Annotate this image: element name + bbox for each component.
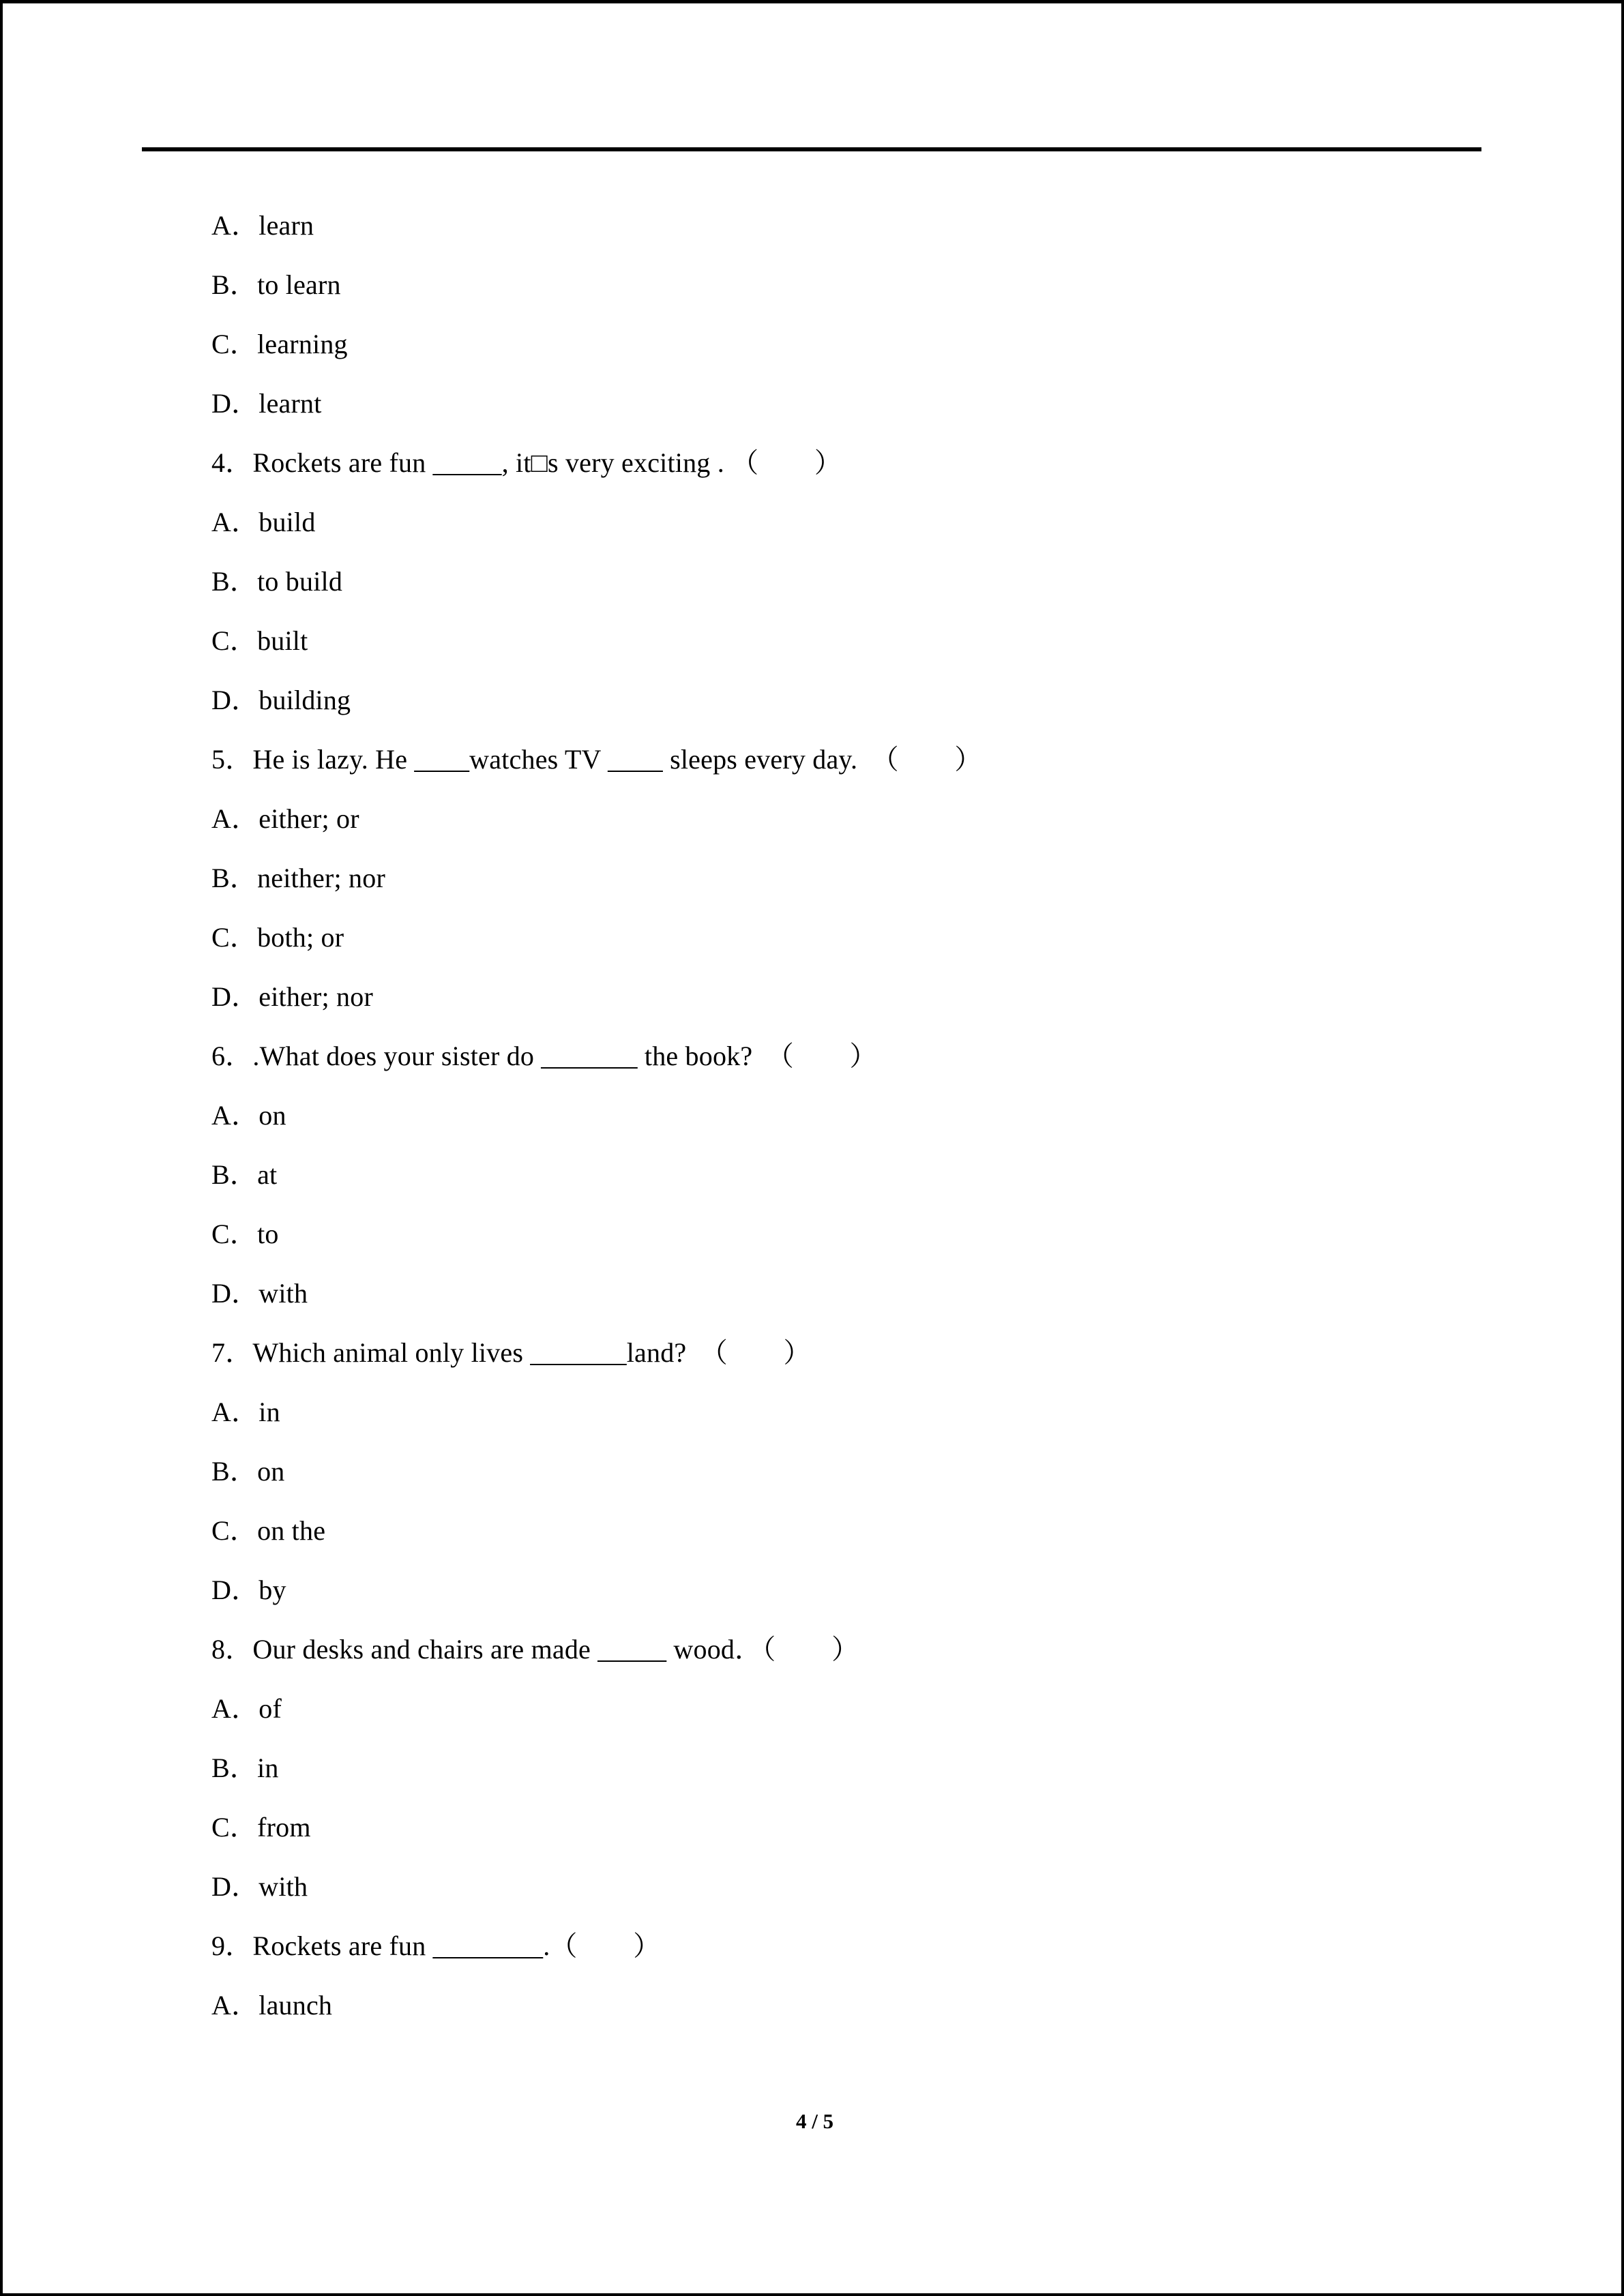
page-number-footer: 4 / 5 <box>795 2109 834 2133</box>
exam-questions-body <box>211 196 1507 2035</box>
option-line: C．learning <box>211 329 348 359</box>
option-line: C．to <box>211 1219 279 1249</box>
option-line: D．either; nor <box>211 981 373 1012</box>
option-line: B．neither; nor <box>211 863 385 893</box>
option-line: A．learn <box>211 210 314 241</box>
option-line: C．on the <box>211 1515 326 1546</box>
option-line: A．build <box>211 507 316 537</box>
option-line: A．of <box>211 1693 282 1724</box>
option-line: A．launch <box>211 1990 333 2021</box>
option-line: D．learnt <box>211 388 322 419</box>
question-line: 7．Which animal only lives _______land? （ ） <box>211 1337 811 1368</box>
question-line: 8．Our desks and chairs are made _____ wood．（ ） <box>211 1634 859 1665</box>
option-line: C．from <box>211 1812 311 1843</box>
option-line: C．built <box>211 625 308 656</box>
option-line: A．either; or <box>211 803 359 834</box>
option-line: D．with <box>211 1871 308 1902</box>
question-line: 6．.What does your sister do _______ the book? （ ） <box>211 1041 877 1071</box>
option-line: C．both; or <box>211 922 344 953</box>
option-line: A．on <box>211 1100 286 1131</box>
question-line: 4．Rockets are fun _____, it□s very exciting . （ ） <box>211 447 842 478</box>
option-line: D．with <box>211 1278 308 1309</box>
option-line: D．by <box>211 1575 286 1605</box>
option-line: B．on <box>211 1456 285 1487</box>
option-line: B．to build <box>211 566 343 597</box>
option-line: B．in <box>211 1753 279 1783</box>
question-line: 5．He is lazy. He ____watches TV ____ sleeps every day. （ ） <box>211 744 982 775</box>
option-line: B．to learn <box>211 269 341 300</box>
option-line: B．at <box>211 1159 278 1190</box>
option-line: D．building <box>211 685 351 715</box>
question-line: 9．Rockets are fun ________.（ ） <box>211 1930 661 1961</box>
option-line: A．in <box>211 1397 280 1427</box>
header-divider-rule <box>142 147 1481 151</box>
